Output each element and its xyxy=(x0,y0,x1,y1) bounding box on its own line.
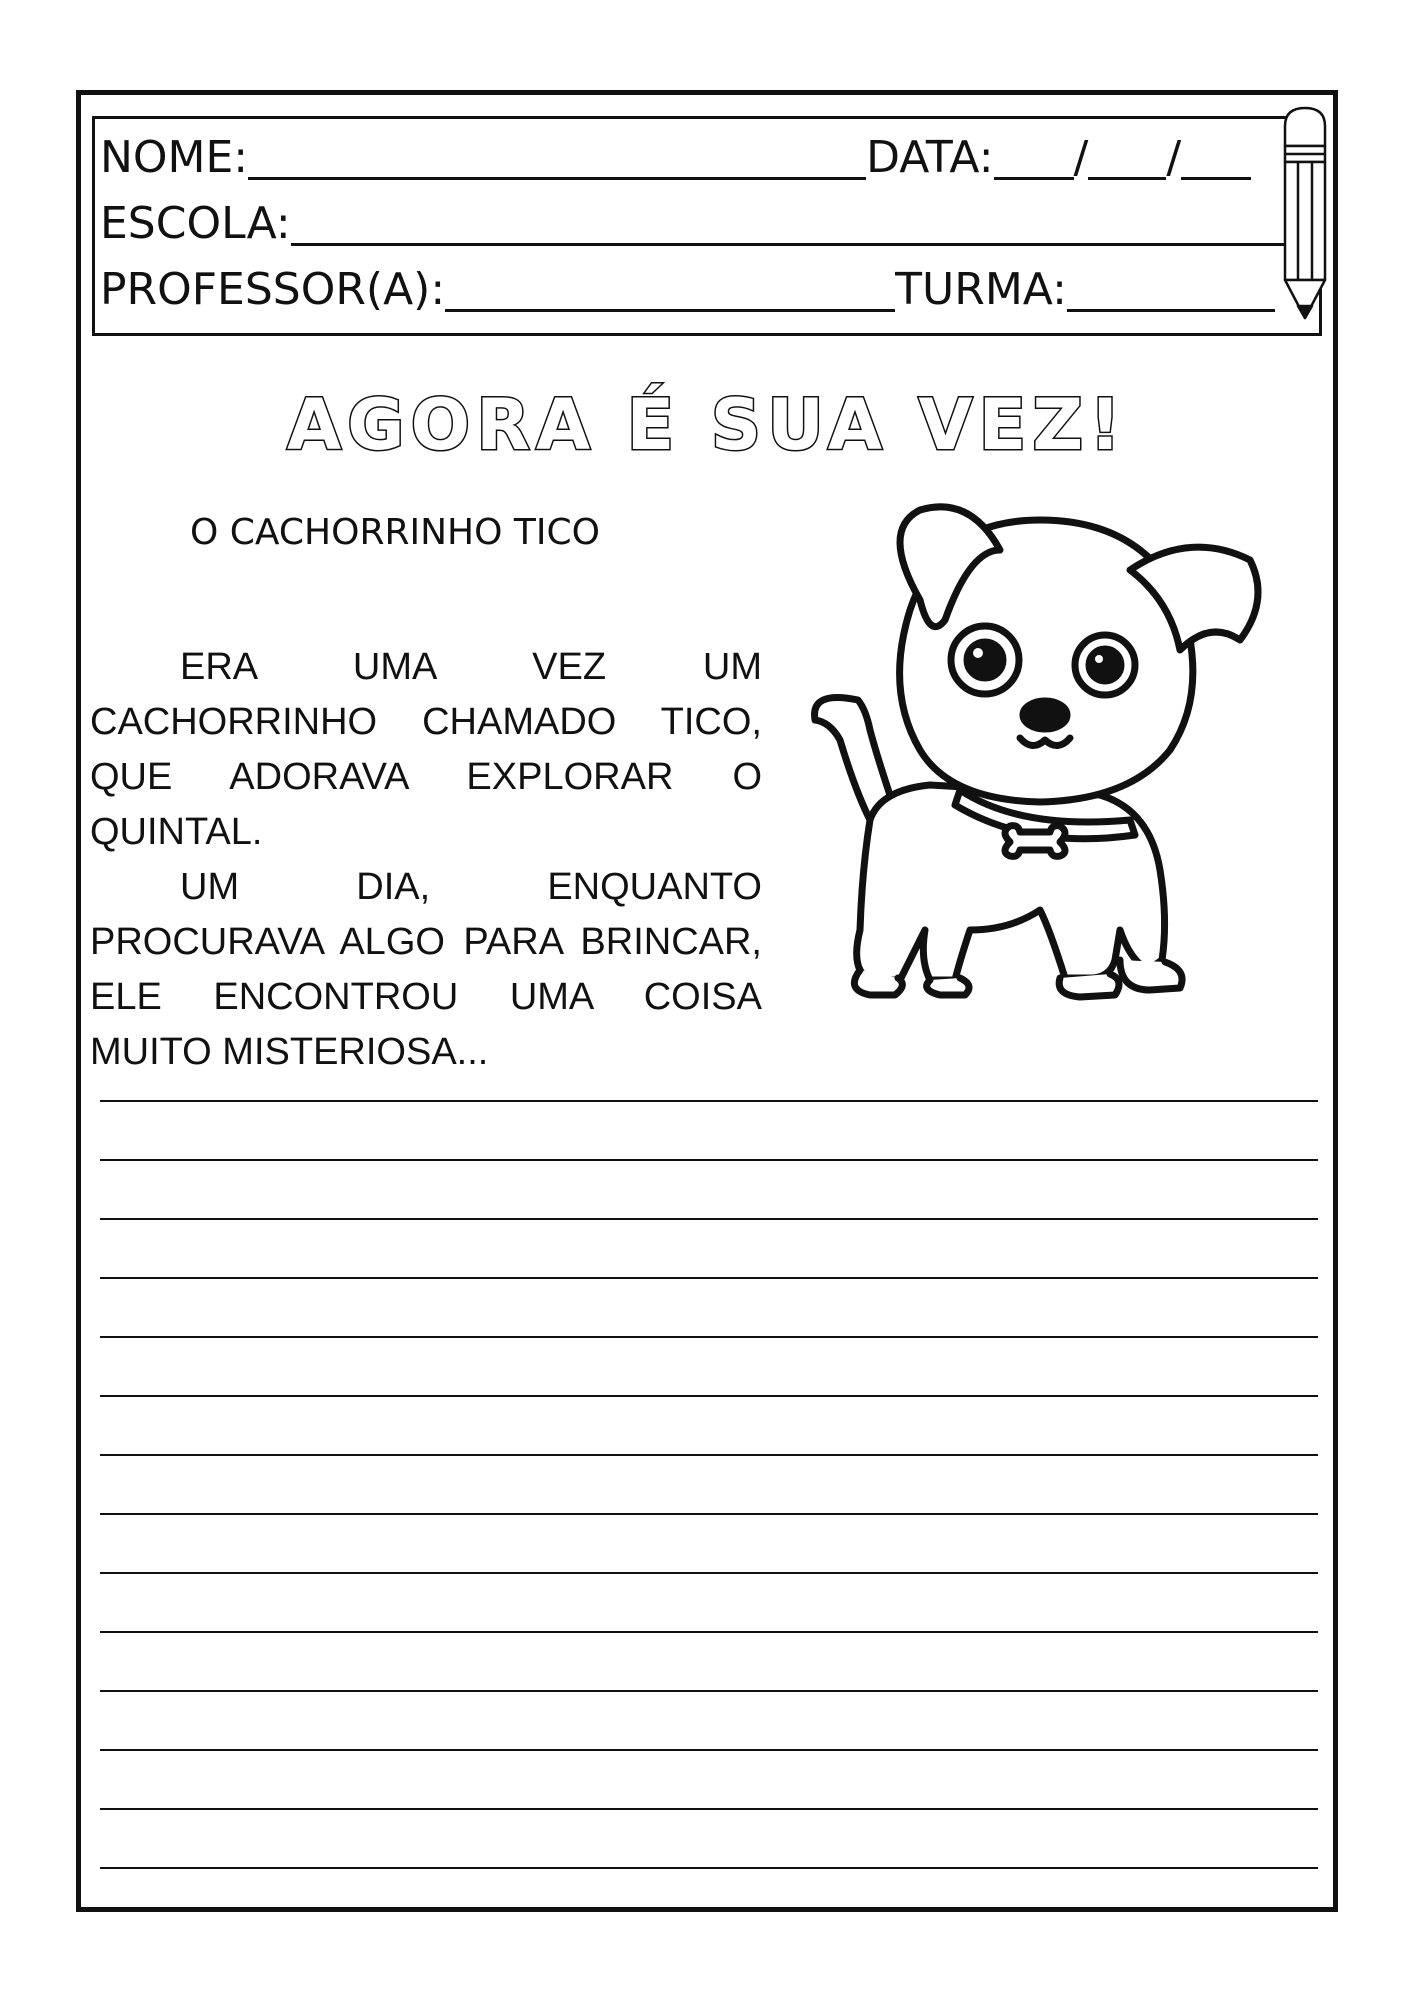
school-field[interactable] xyxy=(291,198,1291,246)
story-title: O CACHORRINHO TICO xyxy=(190,512,600,553)
writing-line[interactable] xyxy=(100,1631,1318,1633)
page-title: AGORA É SUA VEZ! xyxy=(286,384,1128,466)
date-separator: / xyxy=(1166,132,1182,183)
writing-line[interactable] xyxy=(100,1513,1318,1515)
date-day-field[interactable] xyxy=(994,132,1074,180)
teacher-label: PROFESSOR(A): xyxy=(100,264,446,315)
school-row xyxy=(100,194,1296,254)
school-label: ESCOLA: xyxy=(100,198,291,249)
writing-line[interactable] xyxy=(100,1690,1318,1692)
writing-line[interactable] xyxy=(100,1336,1318,1338)
story-text xyxy=(90,640,762,1080)
class-field[interactable] xyxy=(1067,264,1275,312)
writing-line[interactable] xyxy=(100,1100,1318,1102)
story-paragraph: ERA UMA VEZ UM CACHORRINHO CHAMADO TICO, QUE ADORAVA EXPLORAR O QUINTAL. xyxy=(90,646,762,853)
writing-line[interactable] xyxy=(100,1572,1318,1574)
pencil-icon xyxy=(1280,106,1330,320)
writing-line[interactable] xyxy=(100,1808,1318,1810)
writing-line[interactable] xyxy=(100,1159,1318,1161)
name-label: NOME: xyxy=(100,132,249,183)
writing-line[interactable] xyxy=(100,1277,1318,1279)
teacher-field[interactable] xyxy=(445,264,895,312)
name-field[interactable] xyxy=(248,132,866,180)
date-year-field[interactable] xyxy=(1181,132,1251,180)
writing-line[interactable] xyxy=(100,1454,1318,1456)
date-separator: / xyxy=(1073,132,1089,183)
puppy-icon xyxy=(770,490,1350,1070)
teacher-class-row xyxy=(100,260,1296,320)
writing-line[interactable] xyxy=(100,1867,1318,1869)
class-label: TURMA: xyxy=(895,264,1067,315)
name-date-row xyxy=(100,128,1296,188)
writing-line[interactable] xyxy=(100,1395,1318,1397)
date-label: DATA: xyxy=(866,132,994,183)
writing-line[interactable] xyxy=(100,1749,1318,1751)
date-month-field[interactable] xyxy=(1088,132,1166,180)
writing-line[interactable] xyxy=(100,1218,1318,1220)
story-paragraph: UM DIA, ENQUANTO PROCURAVA ALGO PARA BRINCAR, ELE ENCONTROU UMA COISA MUITO MISTERIOSA... xyxy=(90,866,762,1073)
